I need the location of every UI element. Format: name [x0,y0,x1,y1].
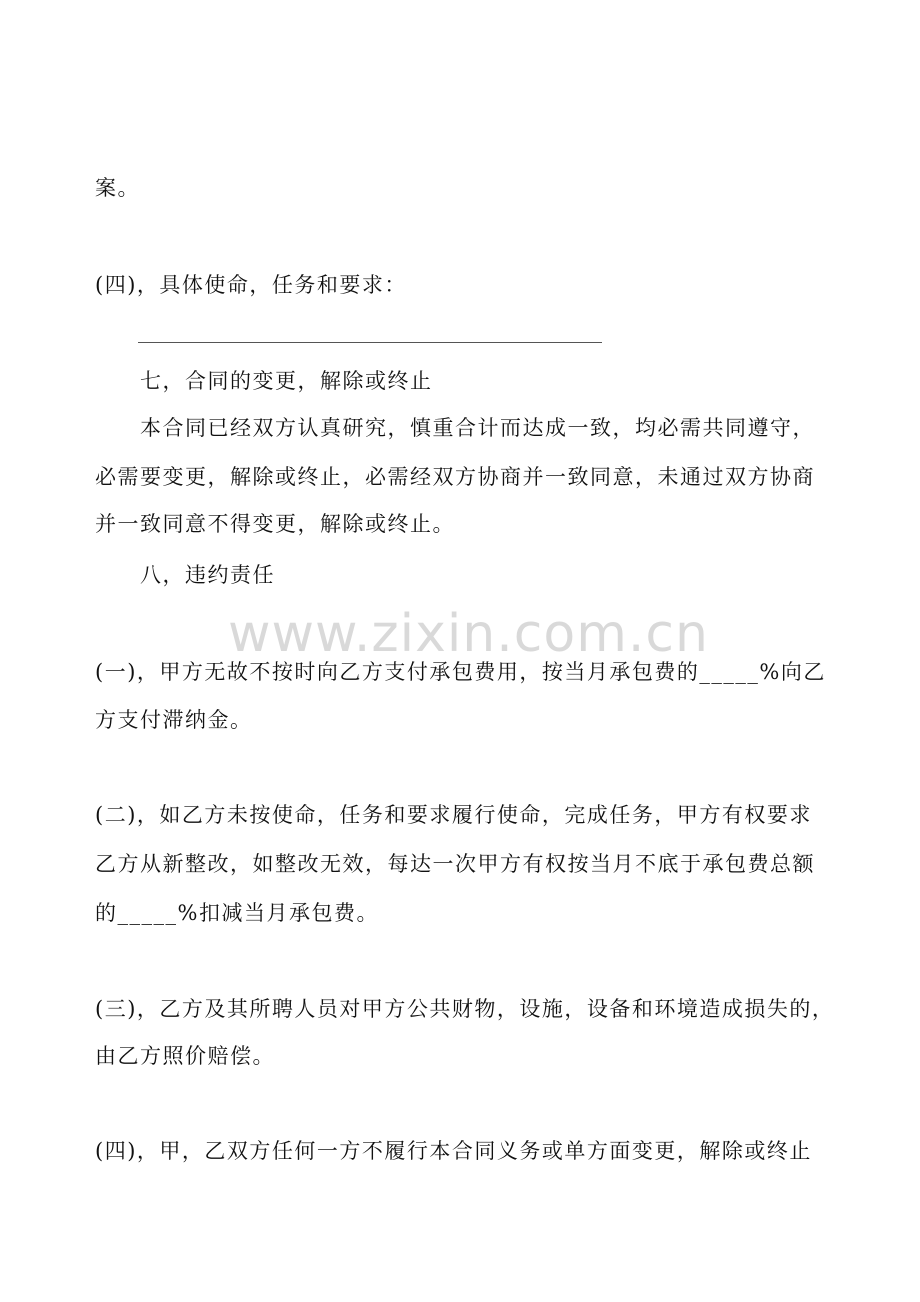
paragraph-line: (三)，乙方及其所聘人员对甲方公共财物，设施，设备和环境造成损失的， [95,997,835,1021]
paragraph-line: 必需要变更，解除或终止，必需经双方协商并一致同意，未通过双方协商 [95,465,815,489]
paragraph-line: (二)，如乙方未按使命，任务和要求履行使命，完成任务，甲方有权要求 [95,803,812,827]
paragraph-line: 由乙方照价赔偿。 [95,1044,275,1068]
paragraph-line: 案。 [95,176,140,200]
paragraph-line: 并一致同意不得变更，解除或终止。 [95,512,455,536]
section-heading: 八，违约责任 [140,563,275,587]
paragraph-line: 乙方从新整改，如整改无效，每达一次甲方有权按当月不底于承包费总额 [95,852,815,876]
paragraph-line: (四)，甲，乙双方任何一方不履行本合同义务或单方面变更，解除或终止 [95,1139,812,1163]
paragraph-line: 的_____%扣减当月承包费。 [95,901,379,925]
watermark: www.zixin.com.cn [228,604,709,664]
paragraph-line: (一)，甲方无故不按时向乙方支付承包费用，按当月承包费的_____%向乙 [95,660,826,684]
paragraph-line: 方支付滞纳金。 [95,708,253,732]
section-heading: 七，合同的变更，解除或终止 [140,369,433,393]
fill-in-blank-line [138,342,602,343]
paragraph-line: (四)，具体使命，任务和要求： [95,273,407,297]
paragraph-line: 本合同已经双方认真研究，慎重合计而达成一致，均必需共同遵守， [140,416,815,440]
